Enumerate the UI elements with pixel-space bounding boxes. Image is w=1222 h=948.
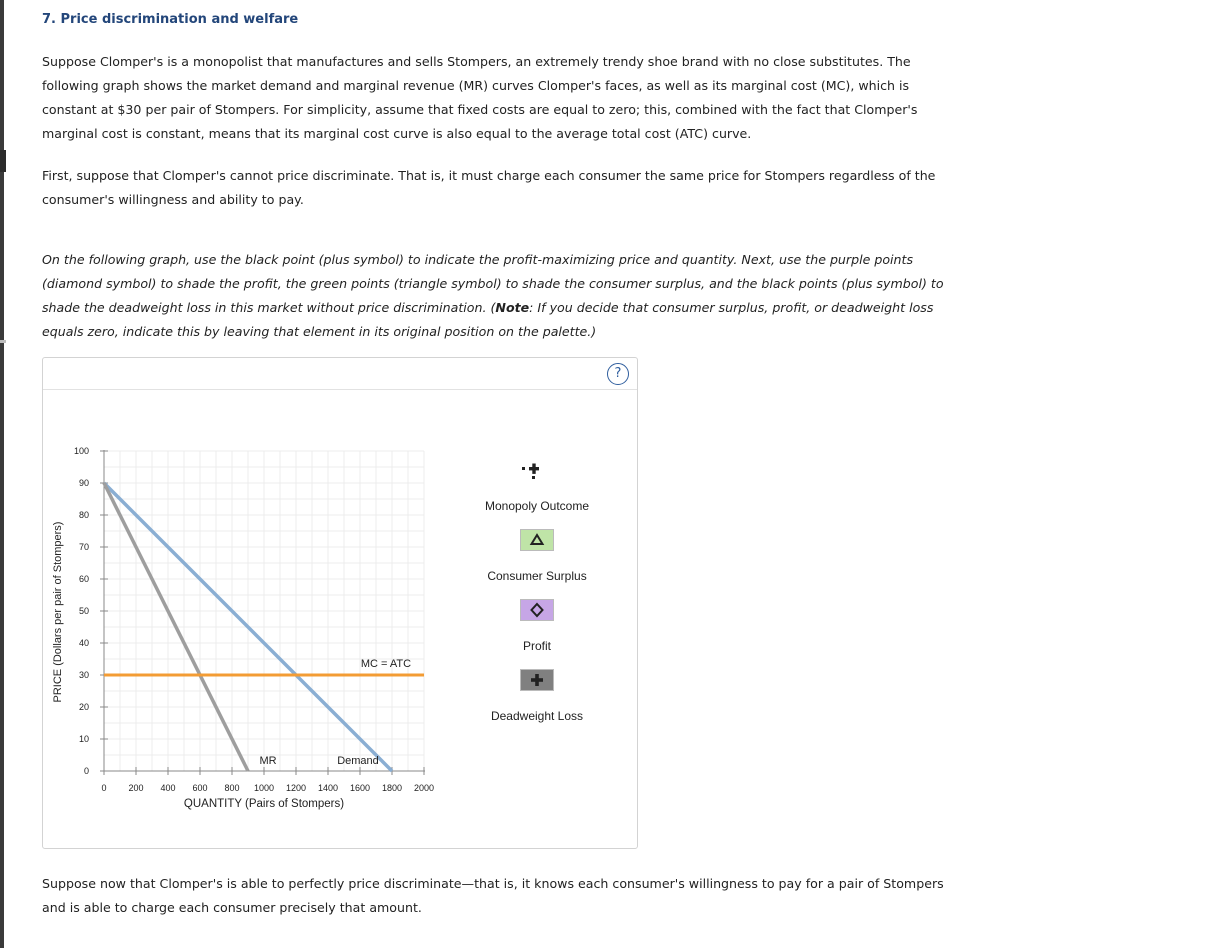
y-tick-label: 100 <box>73 446 89 456</box>
y-tick-label: 60 <box>78 574 89 584</box>
x-tick-label: 1400 <box>317 783 339 793</box>
plus-icon[interactable] <box>518 459 548 479</box>
mc-atc-label: MC = ATC <box>360 658 412 670</box>
instructions-text: On the following graph, use the black point (plus symbol) to indicate the profit-maximizing price and quantity. Next, use the purple points (diamond symbol) to shade the profit, the green points (triangle symbol) to shade the consumer surplus, and the black points (plus symbol) to shade the deadweight loss in this market without price discrimination. ( <box>42 252 944 315</box>
consumer-surplus-swatch[interactable] <box>520 529 554 551</box>
deadweight-loss-swatch[interactable] <box>520 669 554 691</box>
monopoly-outcome-label: Monopoly Outcome <box>484 499 590 513</box>
x-axis-label: QUANTITY (Pairs of Stompers) <box>183 798 345 810</box>
y-axis-label: PRICE (Dollars per pair of Stompers) <box>52 521 64 703</box>
plus-icon-dot <box>522 467 525 470</box>
perfect-price-discrimination-paragraph: Suppose now that Clomper's is able to perfectly price discriminate—that is, it knows each consumer's willingness to pay for a pair of Stompers and is able to charge each consumer precisely that amount. <box>42 876 944 915</box>
deadweight-loss-label: Deadweight Loss <box>490 709 584 723</box>
x-tick-label: 2000 <box>413 783 435 793</box>
y-tick-label: 80 <box>78 510 89 520</box>
note-label: Note <box>495 300 530 315</box>
diamond-icon <box>520 599 554 621</box>
x-tick-label: 1600 <box>349 783 371 793</box>
y-tick-label: 0 <box>83 766 89 776</box>
y-tick-label: 40 <box>78 638 89 648</box>
side-marker <box>0 150 6 172</box>
y-tick-label: 10 <box>78 734 89 744</box>
first-suppose-paragraph: First, suppose that Clomper's cannot price discriminate. That is, it must charge each consumer the same price for Stompers regardless of the consumer's willingness and ability to pay. <box>42 168 936 207</box>
grid <box>104 451 424 771</box>
plus-icon <box>520 669 554 691</box>
y-tick-label: 20 <box>78 702 89 712</box>
x-tick-label: 600 <box>192 783 208 793</box>
triangle-icon <box>520 529 554 551</box>
monopoly-outcome-tool[interactable] <box>518 459 548 479</box>
consumer-surplus-label: Consumer Surplus <box>487 569 587 583</box>
y-tick-label: 90 <box>78 478 89 488</box>
y-tick-label: 70 <box>78 542 89 552</box>
instructions-paragraph <box>42 248 952 344</box>
plus-icon-dot <box>532 476 535 479</box>
x-tick-label: 800 <box>224 783 240 793</box>
instructions-note-text: : If you decide that consumer surplus, profit, or deadweight loss equals zero, indicate this by leaving that element in its original position on the palette.) <box>42 300 934 339</box>
side-marker <box>0 340 6 343</box>
question-title: 7. Price discrimination and welfare <box>42 12 299 27</box>
left-border <box>0 0 4 948</box>
x-tick-label: 1000 <box>253 783 275 793</box>
intro-paragraph: Suppose Clomper's is a monopolist that manufactures and sells Stompers, an extremely trendy shoe brand with no close substitutes. The following graph shows the market demand and marginal revenue (MR) curves Clomper's faces, as well as its marginal cost (MC), which is constant at $30 per pair of Stompers. For simplicity, assume that fixed costs are equal to zero; this, combined with the fact that Clomper's marginal cost is constant, means that its marginal cost curve is also equal to the average total cost (ATC) curve. <box>42 54 918 141</box>
x-tick-label: 400 <box>160 783 176 793</box>
profit-label: Profit <box>522 639 551 653</box>
help-button[interactable]: ? <box>607 363 629 385</box>
plus-icon-bar <box>532 464 535 474</box>
mr-label: MR <box>259 755 277 767</box>
demand-label: Demand <box>337 755 379 767</box>
y-tick-label: 30 <box>78 670 89 680</box>
x-tick-label: 0 <box>101 783 107 793</box>
x-tick-label: 1200 <box>285 783 307 793</box>
profit-swatch[interactable] <box>520 599 554 621</box>
x-tick-label: 200 <box>128 783 144 793</box>
graph-tool[interactable] <box>42 357 638 849</box>
y-tick-label: 50 <box>78 606 89 616</box>
x-tick-label: 1800 <box>381 783 403 793</box>
ticks <box>74 446 434 793</box>
